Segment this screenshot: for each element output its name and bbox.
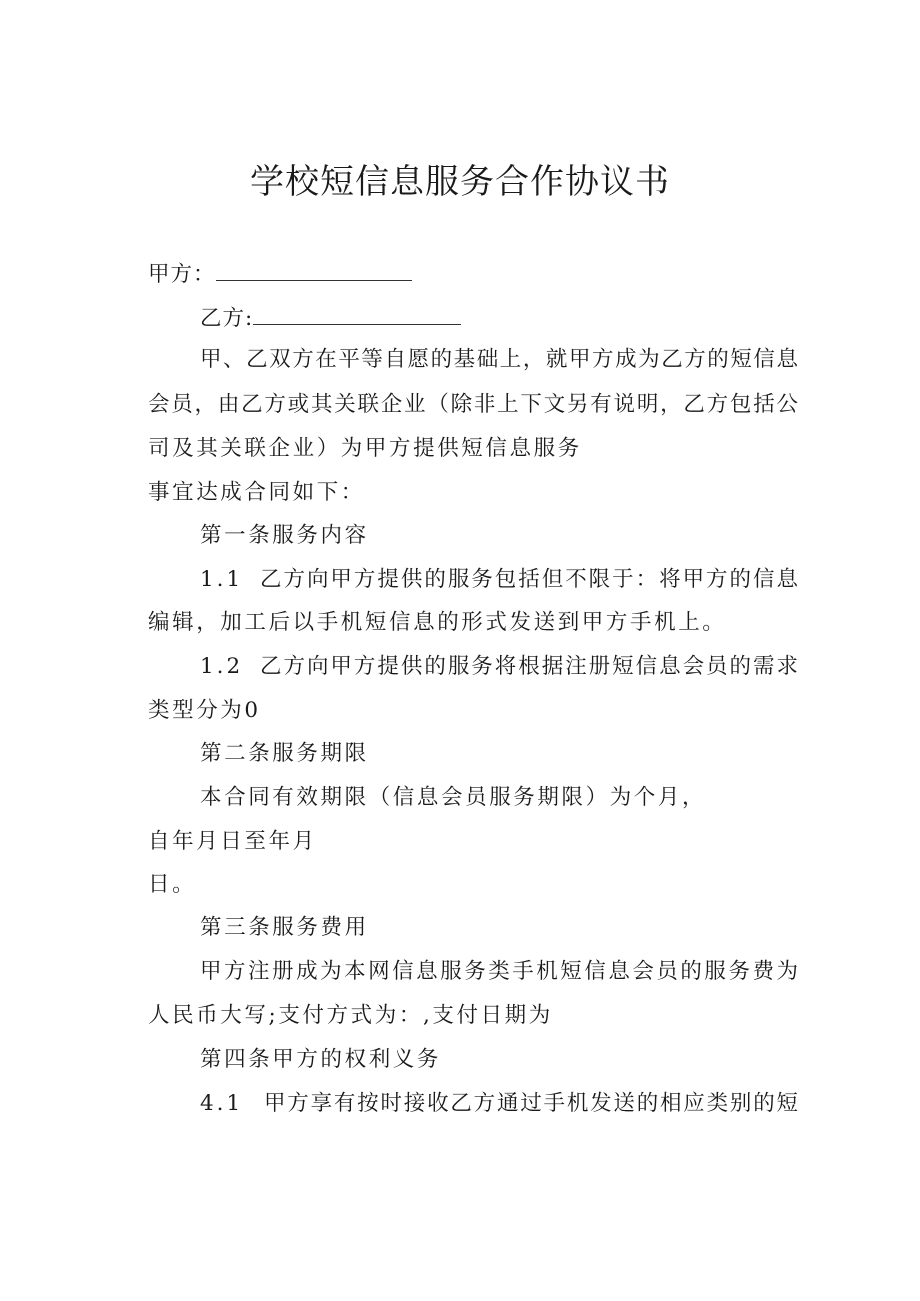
party-b-label: 乙方: (200, 306, 254, 331)
article-2-line-2: 自年月日至年月 (148, 829, 317, 854)
article-2-line-1: 本合同有效期限（信息会员服务期限）为个月， (200, 785, 707, 810)
clause-1-1-line-2: 编辑，加工后以手机短信息的形式发送到甲方手机上。 (148, 610, 727, 635)
article-3-heading: 第三条服务费用 (200, 915, 369, 940)
article-2-heading: 第二条服务期限 (200, 741, 369, 766)
article-1-heading: 第一条服务内容 (200, 523, 369, 548)
clause-1-1-line-1 (200, 565, 798, 595)
clause-1-2-line-2: 类型分为0 (148, 698, 261, 723)
intro-line-3: 司及其关联企业）为甲方提供短信息服务 (148, 436, 582, 461)
article-4-heading: 第四条甲方的权利义务 (200, 1047, 442, 1072)
party-a-blank[interactable] (216, 260, 412, 281)
party-b-blank[interactable] (253, 304, 461, 325)
clause-1-2-line-1 (200, 652, 798, 682)
intro-line-2: 会员，由乙方或其关联企业（除非上下文另有说明，乙方包括公 (148, 392, 798, 417)
intro-line-1: 甲、乙双方在平等自愿的基础上，就甲方成为乙方的短信息 (200, 347, 798, 372)
clause-1-1-text: 乙方向甲方提供的服务包括但不限于：将甲方的信息 (260, 567, 798, 592)
party-a-line (148, 260, 412, 290)
clause-4-1-text: 甲方享有按时接收乙方通过手机发送的相应类别的短 (264, 1091, 798, 1116)
clause-4-1-number: 4.1 (200, 1091, 244, 1116)
clause-1-2-text: 乙方向甲方提供的服务将根据注册短信息会员的需求 (260, 654, 798, 679)
document-title: 学校短信息服务合作协议书 (250, 162, 670, 202)
clause-1-2-number: 1.2 (200, 654, 244, 679)
article-2-line-3: 日。 (148, 872, 197, 897)
clause-4-1-line-1 (200, 1089, 798, 1119)
article-3-line-1: 甲方注册成为本网信息服务类手机短信息会员的服务费为 (200, 959, 798, 984)
party-b-line (200, 304, 461, 334)
intro-line-4: 事宜达成合同如下： (148, 480, 365, 505)
clause-1-1-number: 1.1 (200, 567, 244, 592)
article-3-line-2: 人民币大写;支付方式为：,支付日期为 (148, 1003, 553, 1028)
party-a-label: 甲方： (148, 262, 216, 287)
